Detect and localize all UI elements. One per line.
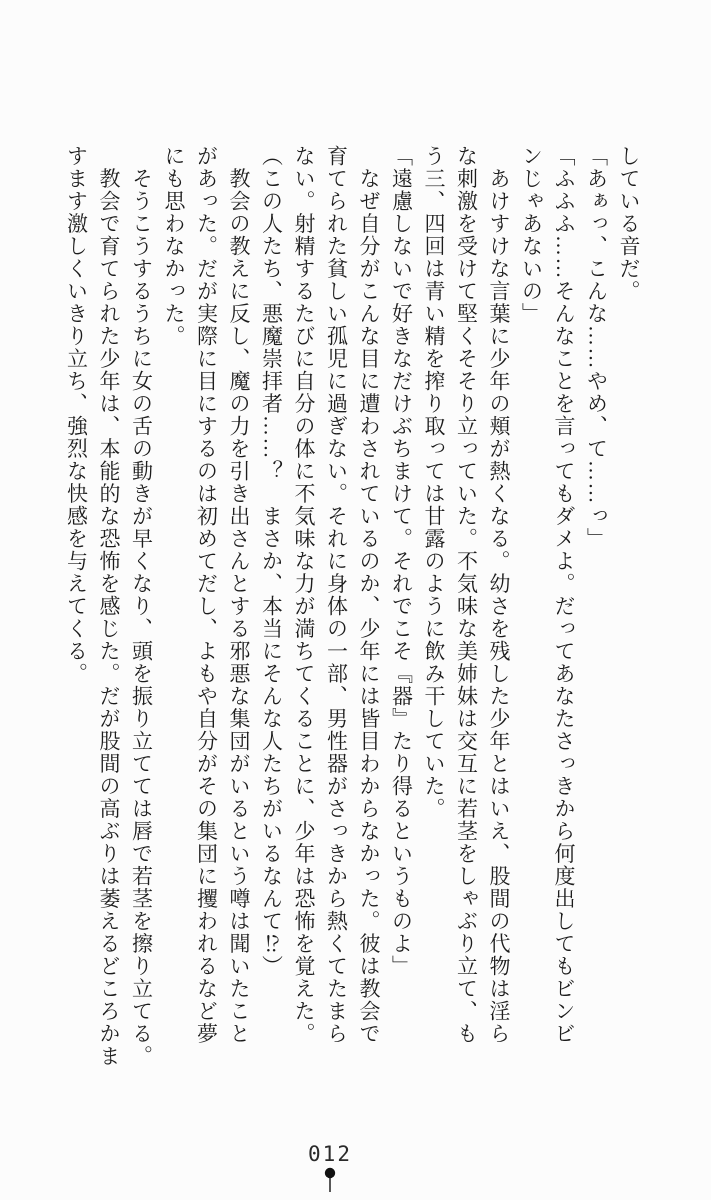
text-line: あけすけな言葉に少年の頬が熱くなる。幼さを残した少年とはいえ、股間の代物は淫ら — [487, 145, 511, 1045]
text-line: すます激しくいきり立ち、強烈な快感を与えてくる。 — [64, 145, 89, 685]
text-line: 「ふふふ……そんなことを言ってもダメよ。だってあなたさっきから何度出してもビンビ — [552, 145, 576, 1045]
text-line: している音だ。 — [617, 145, 641, 303]
text-line: 教会で育てられた少年は、本能的な恐怖を感じた。だが股間の高ぶりは萎えるどころかま — [97, 145, 121, 1068]
text-line: ンじゃあないの」 — [519, 145, 544, 325]
text-line: ない。射精するたびに自分の体に不気味な力が満ちてくることに、少年は恐怖を覚えた。 — [292, 145, 316, 1045]
text-line: にも思わなかった。 — [162, 145, 186, 348]
text-line: そうこうするうちに女の舌の動きが早くなり、頭を振り立てては唇で若茎を擦り立てる。 — [129, 145, 154, 1068]
text-line: 「あぁっ、こんな……やめ、て……っ」 — [584, 145, 609, 550]
text-line: な刺激を受けて堅くそそり立っていた。不気味な美姉妹は交互に若茎をしゃぶり立て、も — [454, 145, 479, 1045]
text-line: う三、四回は青い精を搾り取っては甘露のように飲み干していた。 — [422, 145, 446, 820]
text-line: があった。だが実際に目にするのは初めてだし、よもや自分がその集団に攫われるなど夢 — [194, 145, 219, 1045]
text-line: なぜ自分がこんな目に遭わされているのか、少年には皆目わからなかった。彼は教会で — [357, 145, 381, 1045]
vertical-text-block — [60, 145, 645, 1093]
text-line: 教会の教えに反し、魔の力を引き出さんとする邪悪な集団がいるという噂は聞いたこと — [227, 145, 251, 1045]
pin-ornament-icon — [322, 1167, 338, 1193]
text-line: 育てられた貧しい孤児に過ぎない。それに身体の一部、男性器がさっきから熱くてたまら — [324, 145, 349, 1045]
text-line: （この人たち、悪魔崇拝者……？ まさか、本当にそんな人たちがいるなんて⁉） — [259, 145, 284, 978]
page-number: 012 — [308, 1142, 352, 1166]
page-footer — [0, 1142, 660, 1193]
text-line: 「遠慮しないで好きなだけぶちまけて。それでこそ『器』たり得るというものよ」 — [389, 145, 414, 978]
